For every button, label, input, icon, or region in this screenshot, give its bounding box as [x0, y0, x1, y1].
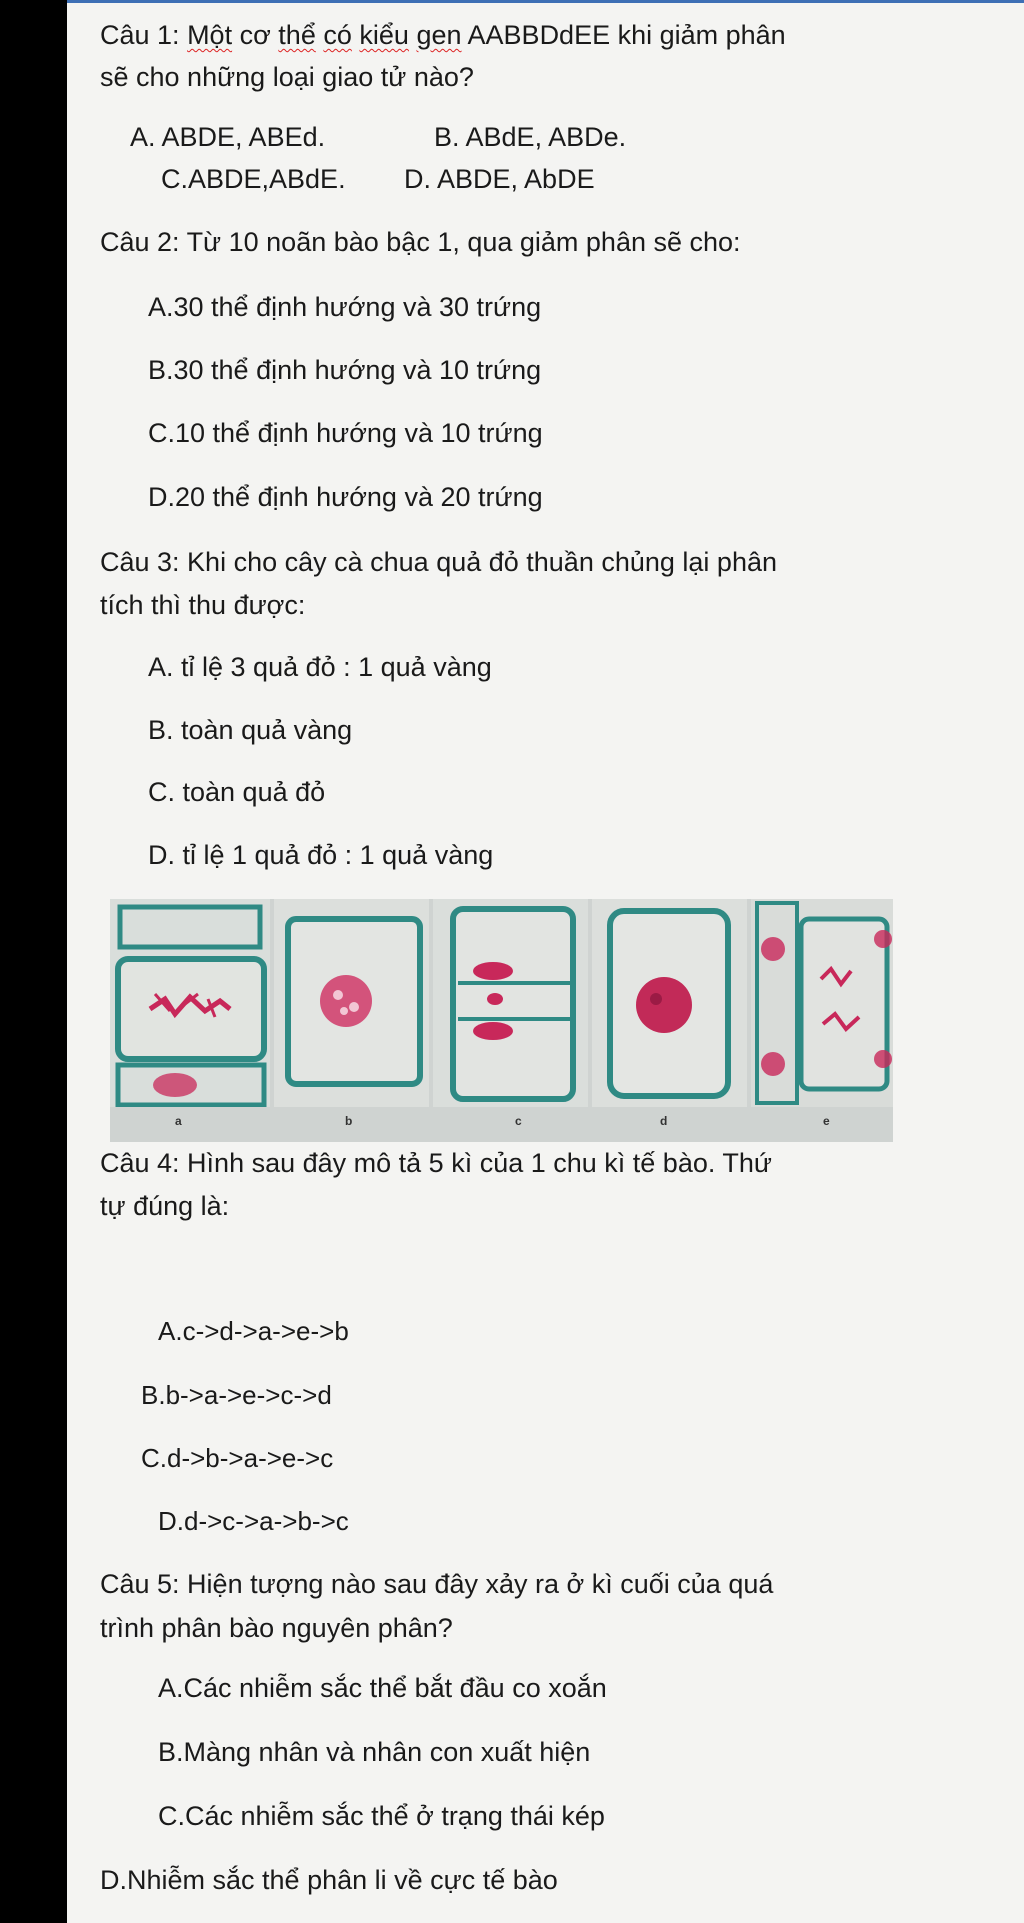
cell-cycle-figure [110, 899, 893, 1142]
top-border [67, 0, 1024, 3]
q4-option-a: A.c->d->a->e->b [158, 1316, 349, 1346]
q1-word-co: có [323, 20, 352, 50]
q1-word-the: thể [278, 20, 316, 50]
q1-option-b: B. ABdE, ABDe. [434, 122, 627, 152]
q1-line1 [100, 15, 786, 55]
panel-d-image [592, 899, 747, 1107]
panel-a-image [110, 899, 270, 1107]
q3-line1: Câu 3: Khi cho cây cà chua quả đỏ thuần chủng lại phân [100, 547, 777, 577]
q5-option-d: D.Nhiễm sắc thể phân li về cực tế bào [100, 1865, 558, 1895]
q1-text-b: cơ [232, 20, 279, 50]
q2-option-c: C.10 thể định hướng và 10 trứng [148, 418, 543, 448]
q4-option-c: C.d->b->a->e->c [141, 1443, 334, 1473]
q5-line2: trình phân bào nguyên phân? [100, 1613, 453, 1643]
q1-option-c: C.ABDE,ABdE. [161, 164, 346, 194]
figure-label-d: d [660, 1114, 668, 1128]
q5-line1: Câu 5: Hiện tượng nào sau đây xảy ra ở kì cuối của quá [100, 1569, 774, 1599]
q1-word-kieu: kiểu [359, 20, 409, 50]
q1-prefix: Câu 1: [100, 20, 188, 50]
q4-option-d: D.d->c->a->b->c [158, 1506, 349, 1536]
figure-label-b: b [345, 1114, 353, 1128]
figure-label-a: a [175, 1114, 182, 1128]
q1-text-f: AABBDdEE khi giảm phân [461, 20, 786, 50]
q5-option-b: B.Màng nhân và nhân con xuất hiện [158, 1737, 591, 1767]
q1-word-mot: Một [187, 20, 233, 50]
q1-option-a: A. ABDE, ABEd. [130, 122, 326, 152]
q3-option-d: D. tỉ lệ 1 quả đỏ : 1 quả vàng [148, 840, 494, 870]
q4-line2: tự đúng là: [100, 1191, 230, 1221]
q3-option-b: B. toàn quả vàng [148, 715, 353, 745]
q1-word-gen: gen [416, 20, 462, 50]
q2-option-d: D.20 thể định hướng và 20 trứng [148, 482, 543, 512]
panel-b-image [274, 899, 429, 1107]
figure-label-e: e [823, 1114, 830, 1128]
q2-option-a: A.30 thể định hướng và 30 trứng [148, 292, 542, 322]
q4-line1: Câu 4: Hình sau đây mô tả 5 kì của 1 chu kì tế bào. Thứ [100, 1148, 772, 1178]
q4-option-b: B.b->a->e->c->d [141, 1380, 332, 1410]
q1-line2: sẽ cho những loại giao tử nào? [100, 62, 474, 92]
q3-option-c: C. toàn quả đỏ [148, 777, 326, 807]
q3-line2: tích thì thu được: [100, 590, 306, 620]
q5-option-a: A.Các nhiễm sắc thể bắt đầu co xoắn [158, 1673, 607, 1703]
q5-option-c: C.Các nhiễm sắc thể ở trạng thái kép [158, 1801, 605, 1831]
q2-option-b: B.30 thể định hướng và 10 trứng [148, 355, 542, 385]
panel-e-image [751, 899, 893, 1107]
figure-label-c: c [515, 1114, 522, 1128]
q1-option-d: D. ABDE, AbDE [404, 164, 595, 194]
q3-option-a: A. tỉ lệ 3 quả đỏ : 1 quả vàng [148, 652, 492, 682]
q2-line1: Câu 2: Từ 10 noãn bào bậc 1, qua giảm phân sẽ cho: [100, 227, 741, 257]
panel-c-image [433, 899, 588, 1107]
